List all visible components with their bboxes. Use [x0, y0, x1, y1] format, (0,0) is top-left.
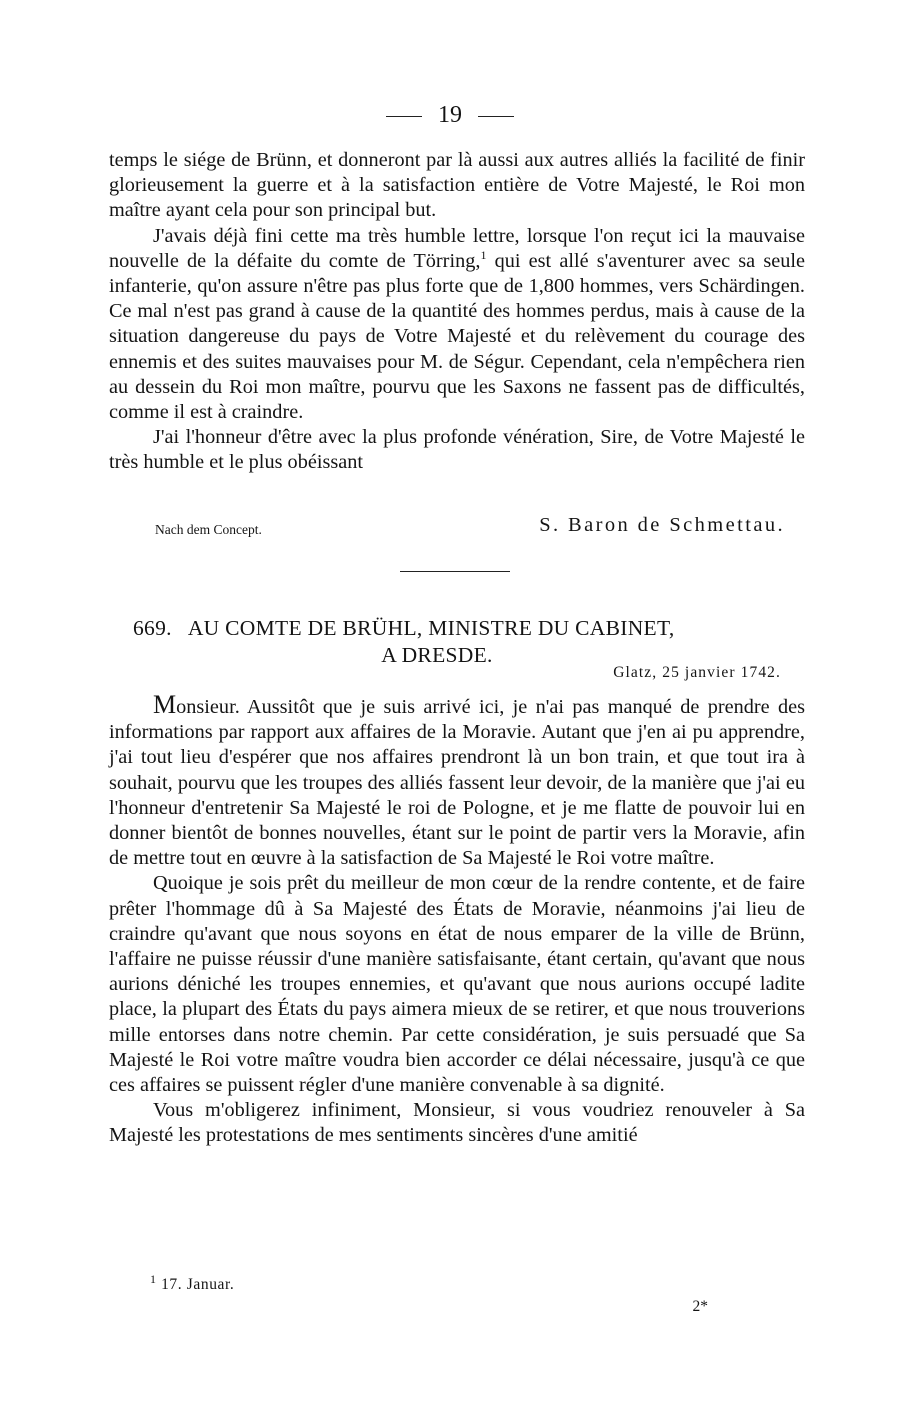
paragraph: Monsieur. Aussitôt que je suis arrivé ici, je n'ai pas manqué de prendre des informations par rapport aux affaires de la Moravie. Autant que j'en ai pu apprendre, j'ai tout lieu d'espérer que nos affaires prendront là un bon train, et que tout ira à souhait, pourvu que les troupes des alliés fassent leur devoir, de la manière que j'ai eu l'honneur d'entretenir Sa Majesté le roi de Pologne, et je me flatte de pouvoir lui en donner bientôt de bonnes nouvelles, étant sur le point de partir vers la Moravie, afin de mettre tout en œuvre à la satisfaction de Sa Majesté le Roi votre maître.: [109, 690, 805, 870]
header-rule-left: [386, 116, 422, 117]
paragraph: Quoique je sois prêt du meilleur de mon cœur de la rendre contente, et de faire prêter l'hommage dû à Sa Majesté des États de Moravie, néanmoins j'ai lieu de craindre qu'avant que nous soyons en état de nous emparer de la ville de Brünn, l'affaire ne puisse réussir d'une manière satisfaisante, étant certain, qu'avant que nous aurions déniché les troupes ennemies, et qu'avant que nous aurions occupé ladite place, la plupart des États du pays aimera mieux de se retirer, et que nous trouverions mille entorses dans notre chemin. Par cette considération, je suis persuadé que Sa Majesté le Roi votre maître voudra bien accorder ce délai nécessaire, jusqu'à ce que ces affaires se puissent régler d'une manière convenable à sa dignité.: [109, 872, 805, 1097]
letter-body: [109, 692, 805, 1149]
signature-row: [109, 514, 785, 544]
closing-paragraph: J'ai l'honneur d'être avec la plus profonde vénération, Sire, de Votre Majesté le très humble et le plus obéissant: [109, 426, 805, 474]
signature-mark: 2*: [692, 1298, 708, 1315]
footnote: $^1$ 17. Januar.: [150, 1271, 235, 1293]
source-note: Nach dem Concept.: [155, 522, 262, 537]
section-divider: [400, 571, 510, 572]
letter-number: 669.: [133, 616, 172, 640]
letter-title-line1: 669. AU COMTE DE BRÜHL, MINISTRE DU CABINET,: [133, 616, 675, 640]
dateline: Glatz, 25 janvier 1742.: [613, 664, 781, 681]
signature: S. Baron de Schmettau.: [539, 514, 785, 536]
header-rule-right: [478, 116, 514, 117]
initial-letter: M: [153, 690, 177, 719]
paragraph: J'avais déjà fini cette ma très humble lettre, lorsque l'on reçut ici la mauvaise nouvelle de la défaite du comte de Törring,$^1$ qui est allé s'aventurer avec sa seule infanterie, qu'on assure n'être pas plus forte que de 1,800 hommes, vers Schärdingen. Ce mal n'est pas grand à cause de la quantité des hommes perdus, mais à cause de la situation dangereuse du pays de Votre Majesté et du relèvement du courage des ennemis et des suites mauvaises pour M. de Ségur. Cependant, cela n'empêchera rien au dessein du Roi mon maître, pourvu que les Saxons ne fassent pas de difficultés, comme il est à craindre.: [109, 224, 805, 424]
running-header: [0, 100, 900, 130]
footnote-marker: 1: [150, 1271, 157, 1286]
page-number: 19: [438, 102, 462, 128]
previous-letter-text: [109, 148, 805, 476]
footnote-reference: 1: [480, 248, 487, 263]
paragraph: Vous m'obligerez infiniment, Monsieur, si vous voudriez renouveler à Sa Majesté les protestations de mes sentiments sincères d'une amitié: [109, 1099, 805, 1147]
letter-title-line2: A DRESDE.: [381, 643, 493, 667]
letter-heading: [109, 615, 805, 669]
paragraph: temps le siége de Brünn, et donneront par là aussi aux autres alliés la facilité de finir glorieusement la guerre et à la satisfaction entière de Votre Majesté, le Roi mon maître ayant cela pour son principal but.: [109, 149, 805, 222]
